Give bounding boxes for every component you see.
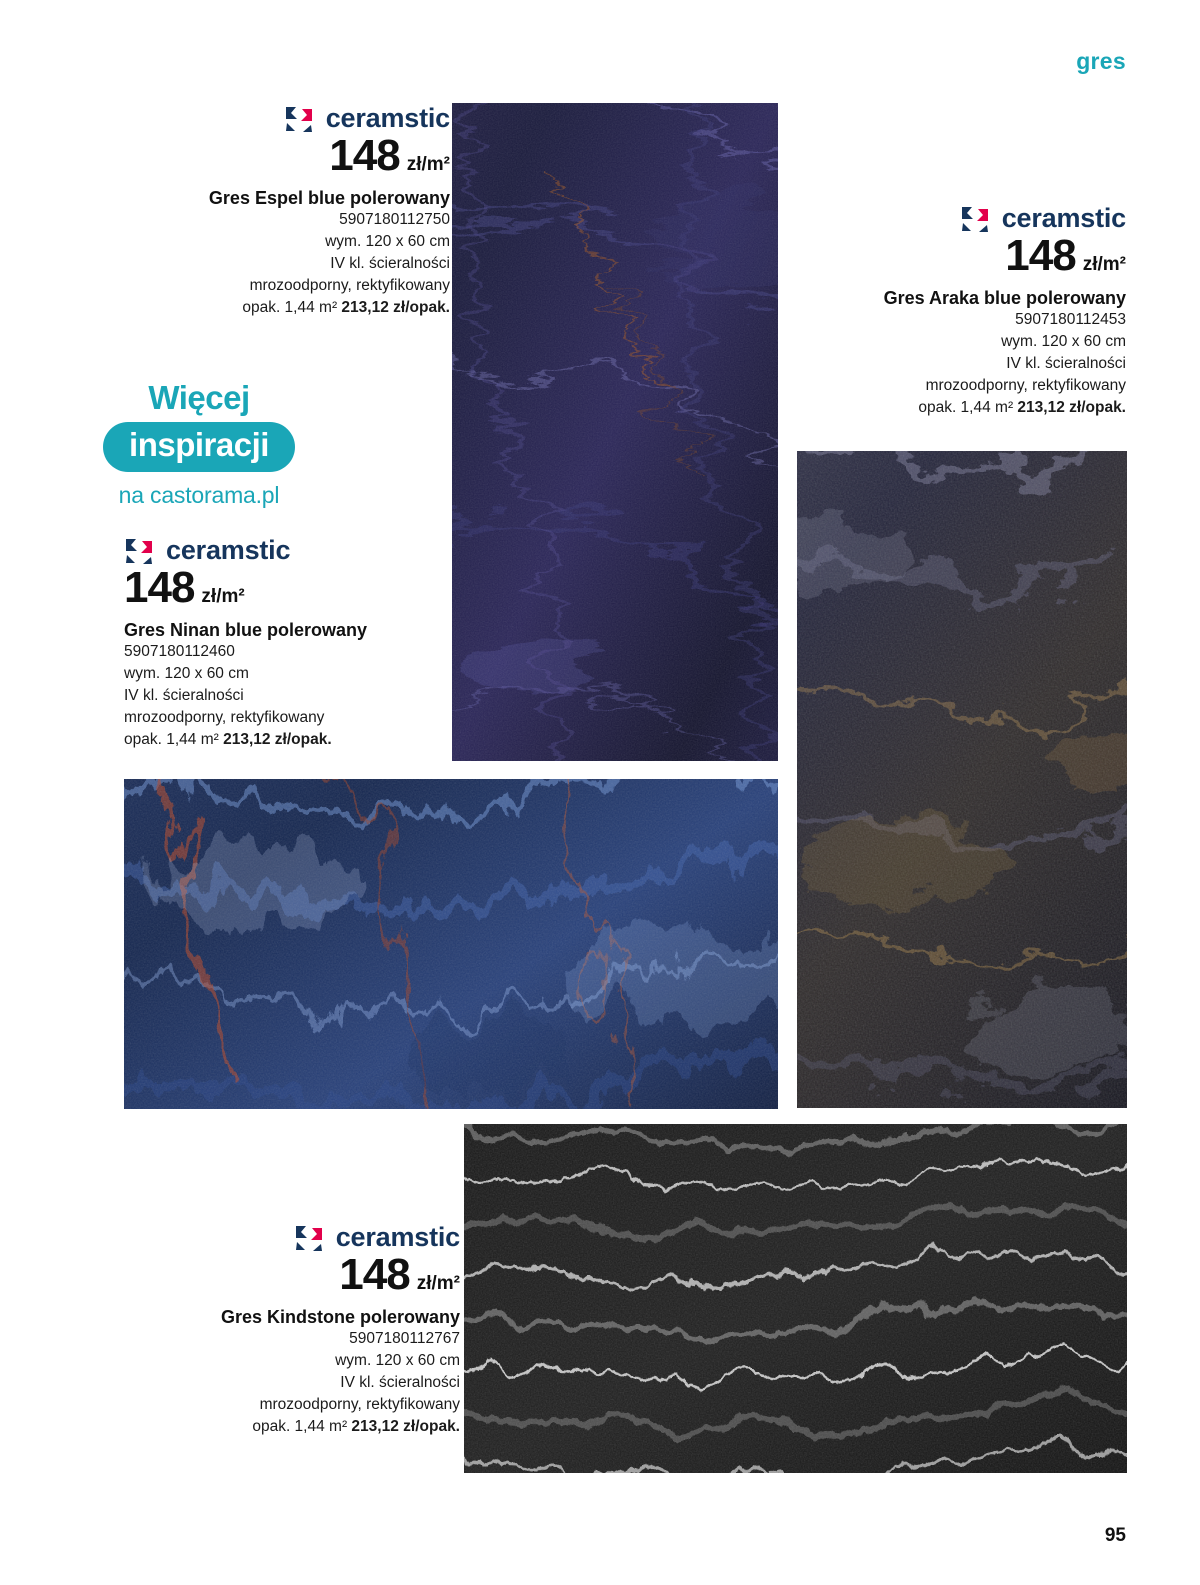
product-features-espel: mrozoodporny, rektyfikowany [249,277,450,294]
inspiration-site-label: na castorama.pl [118,481,280,508]
product-features-kindstone: mrozoodporny, rektyfikowany [259,1396,460,1413]
price-unit: zł/m² [406,154,450,175]
brand-logo-araka [806,203,1126,234]
pack-prefix: opak. 1,44 m² [918,399,1014,416]
pack-prefix: opak. 1,44 m² [242,299,338,316]
product-pack-espel [150,297,450,319]
pack-suffix: /opak. [415,1418,460,1435]
product-pack-kindstone [150,1416,460,1438]
product-block-kindstone [150,1222,460,1438]
product-pack-ninan [124,729,444,751]
price-value: 148 [1005,231,1076,280]
product-title-kindstone: Gres Kindstone polerowany [220,1307,460,1327]
brand-logo-ninan [124,535,444,566]
pack-suffix: /opak. [1081,399,1126,416]
pack-prefix: opak. 1,44 m² [124,731,219,748]
price-espel [150,131,450,180]
price-unit: zł/m² [416,1273,460,1294]
inspiration-badge[interactable] [84,380,314,509]
product-abrasion-kindstone: IV kl. ścieralności [340,1374,460,1391]
gres-espel-blue-photo [452,103,778,761]
brand-name-label: ceramstic [1001,203,1126,233]
product-features-araka: mrozoodporny, rektyfikowany [925,377,1126,394]
product-ean-ninan: 5907180112460 [124,643,235,660]
product-title-espel: Gres Espel blue polerowany [208,188,450,208]
page-category-label: gres [1076,48,1126,74]
product-abrasion-araka: IV kl. ścieralności [1006,355,1126,372]
ceramstic-logo-icon [294,1224,324,1252]
inspiration-line-1: Więcej [148,379,250,416]
brand-name-label: ceramstic [325,103,450,133]
brand-name-label: ceramstic [166,535,291,565]
product-ean-espel: 5907180112750 [339,211,450,228]
ceramstic-logo-icon [960,205,990,233]
price-ninan [124,563,444,612]
pack-price: 213,12 zł [223,731,287,748]
pack-price: 213,12 zł [341,299,406,316]
product-size-kindstone: wym. 120 x 60 cm [335,1352,460,1369]
product-pack-araka [806,397,1126,419]
pack-suffix: /opak. [286,731,332,748]
pack-suffix: /opak. [405,299,450,316]
pack-prefix: opak. 1,44 m² [252,1418,348,1435]
product-block-araka [806,203,1126,419]
gres-kindstone-photo [464,1124,1127,1473]
product-size-araka: wym. 120 x 60 cm [1001,333,1126,350]
brand-logo-kindstone [150,1222,460,1253]
price-unit: zł/m² [201,586,245,607]
price-value: 148 [124,563,195,612]
brand-name-label: ceramstic [335,1222,460,1252]
product-title-araka: Gres Araka blue polerowany [883,288,1126,308]
product-abrasion-ninan: IV kl. ścieralności [124,687,244,704]
price-araka [806,231,1126,280]
inspiration-pill: inspiracji [103,422,295,471]
product-ean-kindstone: 5907180112767 [349,1330,460,1347]
pack-price: 213,12 zł [351,1418,416,1435]
gres-araka-blue-photo [797,451,1127,1108]
gres-ninan-blue-photo [124,779,778,1109]
price-value: 148 [329,131,400,180]
price-value: 148 [339,1250,410,1299]
brand-logo-espel [150,103,450,134]
product-size-ninan: wym. 120 x 60 cm [124,665,249,682]
ceramstic-logo-icon [284,105,314,133]
product-features-ninan: mrozoodporny, rektyfikowany [124,709,325,726]
product-size-espel: wym. 120 x 60 cm [325,233,450,250]
product-title-ninan: Gres Ninan blue polerowany [124,620,368,640]
page-number: 95 [1104,1525,1126,1546]
ceramstic-logo-icon [124,537,154,565]
product-block-ninan [124,535,444,751]
pack-price: 213,12 zł [1017,399,1082,416]
product-abrasion-espel: IV kl. ścieralności [330,255,450,272]
product-ean-araka: 5907180112453 [1015,311,1126,328]
price-unit: zł/m² [1082,254,1126,275]
product-block-espel [150,103,450,319]
price-kindstone [150,1250,460,1299]
